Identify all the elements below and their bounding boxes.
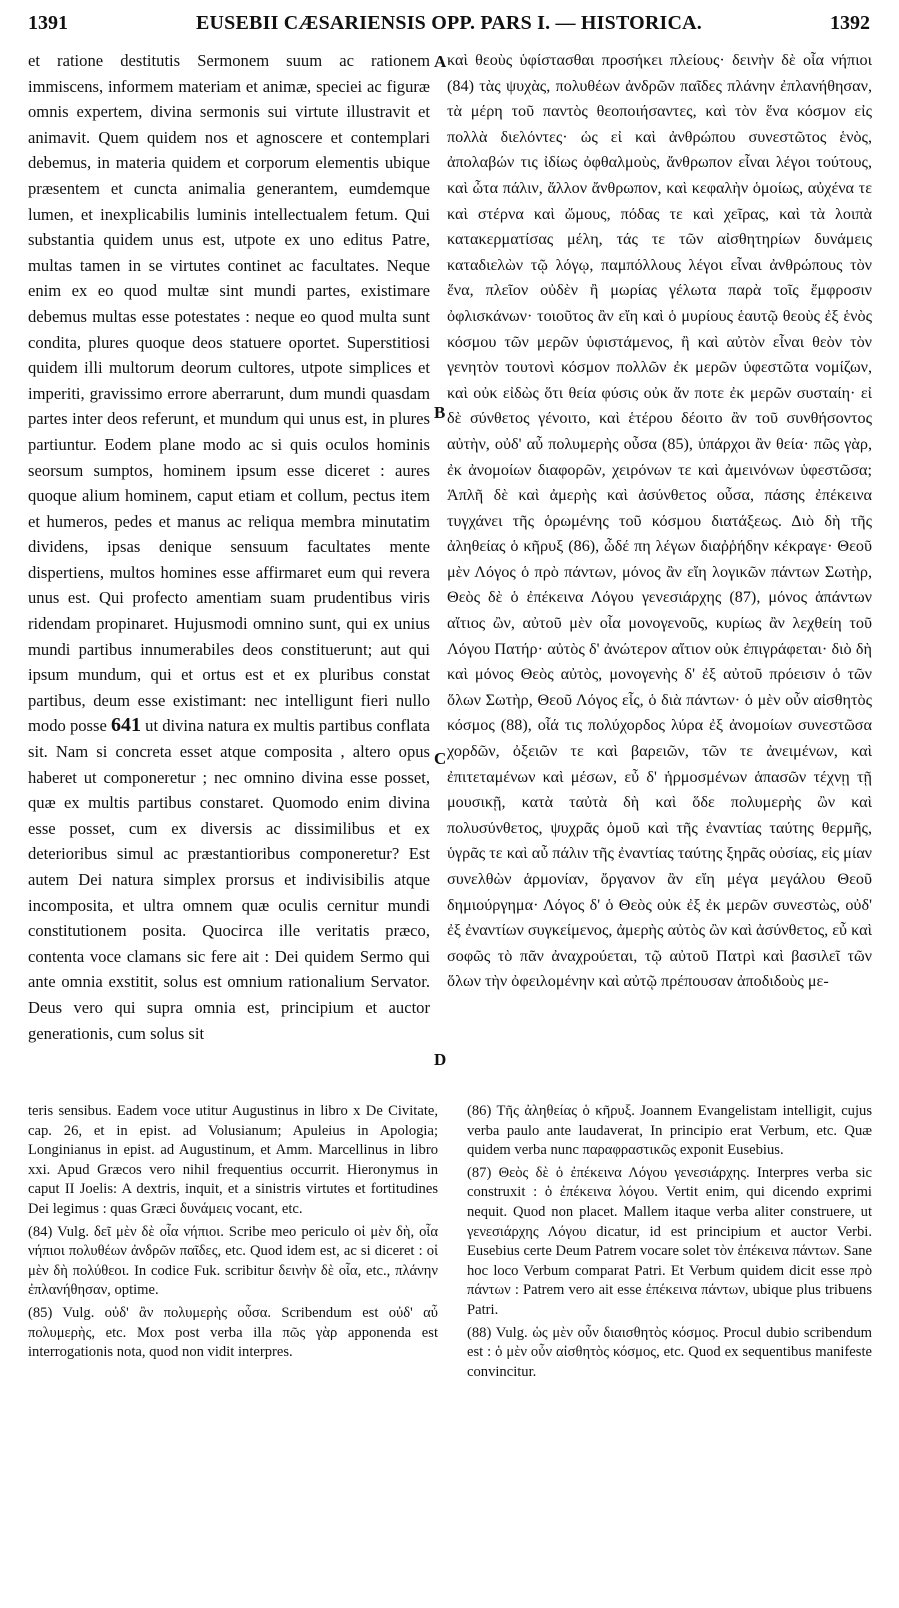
footnote: (87) Θεὸς δὲ ὁ ἐπέκεινα Λόγου γενεσιάρχης. Interpres verba sic construxit : ὁ ἐπέκεινα λόγου. Vertit enim, qui dicendo exprimi nequit. Quod non placet. Mallem itaque verba aliter construere, ut γενεσιάρχης Λόγου dicatur, id est principium et auctor Verbi. Eusebius certe Deum Patrem vocare solet τὸν ἐπέκεινα πάντων. Sane hoc loco Verbum comparat Patri. Et Verbum quidem dicit esse πρὸ πάντων : Patrem vero ait esse ἐπέκεινα πάντων, ubique plus tribuens Patri. (467, 1164, 872, 1318)
greek-column (447, 48, 872, 995)
footnote: (85) Vulg. οὐδ' ἂν πολυμερὴς οὖσα. Scribendum est οὐδ' αὖ πολυμερὴς, etc. Mox post verba illa πῶς γὰρ apponenda est interrogationis nota, quod non vidit interpres. (28, 1304, 438, 1361)
page-number-right: 1392 (830, 12, 870, 34)
footnote: (88) Vulg. ὡς μὲν οὖν διαισθητὸς κόσμος. Procul dubio scribendum est : ὁ μὲν οὖν αἰσθητὸς κόσμος, etc. Quod ex sequentibus manifeste convincitur. (467, 1324, 872, 1380)
footnote: (86) Τῆς ἀληθείας ὁ κῆρυξ. Joannem Evangelistam intelligit, cujus verba paulo ante laudaverat, In principio erat Verbum, etc. Quæ quidem verba nunc παραφραστικῶς exponit Eusebius. (467, 1103, 872, 1159)
section-marker-a: A (434, 52, 447, 71)
footnote: (84) Vulg. δεῖ μὲν δὲ οἷα νήπιοι. Scribe meo periculo οἱ μὲν δὴ, οἷα νήπιοι πολυθέων ἀνδρῶν παῖδες, etc. Quod idem est, ac si diceret : οἱ μὲν δὴ πολύθεοι. In codice Fuk. scribitur δεινὴν δὲ οἷα, etc., πλάνην ἐπλανήθησαν, optime. (28, 1223, 438, 1299)
margin-column-number: 641 (110, 714, 141, 737)
latin-text-part-1: et ratione destitutis Sermonem suum ac rationem immiscens, informem materiam et animæ, speciei ac figuræ omnis expertem, divina sermonis sui virtute illustravit et animavit. Quem quidem nos et agnoscere et contemplari debemus, in materia quidem et corporum elementis ubique præsentem et cuncta animalia generantem, eumdemque lumen, et inexplicabilis luminis intellectualem fetum. Qui substantia quidem unus est, utpote ex uno editus Patre, multas tamen in se virtutes continet ac facultates. Neque enim ex eo quod multæ sint mundi partes, existimare debemus multas esse potestates : neque eo quod multa sunt condita, plures quoque deos statuere oportet. Superstitiosi quidem illi multorum deorum cultores, utpote simplices et imperiti, gravissimo errore aberrarunt, dum mundi quasdam partes inter deos referunt, et mundum qui unus est, in plures partiuntur. Eodem plane modo ac si quis oculos hominis seorsum sumptos, hominem ipsum esse diceret : aures quoque alium hominem, caput etiam et collum, pectus item et humeros, pedes et manus ac reliqua membra minutatim dividens, ipsas denique sensuum facultates mente dispertiens, multos homines esse affirmaret eum qui revera unus est. Qui profecto amentiam suam prudentibus viris ridendam propinaret. Hujusmodi omnino sunt, qui ex unius mundi partibus innumerabiles deos constituerunt; aut qui ipsum mundum, qui et ortus est et ex pluribus constat partibus, deum esse existimant: nec intelligunt fieri nullo modo posse (28, 51, 430, 736)
footnote: teris sensibus. Eadem voce utitur Augustinus in libro x De Civitate, cap. 26, et in epist. ad Volusianum; Apuleius in Apologia; Longinianus in epist. ad Augustinum, et Amm. Marcellinus in libro xxi. Apud Græcos vero nihil frequentius occurrit. Hieronymus in caput II Joelis: A dextris, inquit, et a sinistris virtutes et fortitudines Dei legimus : quas Græci δυνάμεις vocant, etc. (28, 1103, 438, 1217)
latin-column (28, 48, 430, 1046)
section-marker-d: D (434, 1050, 447, 1069)
latin-text (28, 48, 430, 1046)
section-marker-b: B (434, 403, 446, 422)
running-title: EUSEBII CÆSARIENSIS OPP. PARS I. — HISTORICA. (196, 12, 702, 34)
footnotes-right (467, 1102, 872, 1385)
page-header (28, 6, 870, 38)
greek-text: καὶ θεοὺς ὑφίστασθαι προσήκει πλείους· δεινὴν δὲ οἷα νήπιοι (84) τὰς ψυχὰς, πολυθέων ἀνδρῶν παῖδες πλάνην ἐπλανήθησαν, τὰ μέρη τοῦ παντὸς θεοποιήσαντες, καὶ τὸν ἕνα κόσμον εἰς πολλὰ διελόντες· ὡς εἰ καὶ ἀνθρώπου συνεστῶτος ἑνὸς, ἀπολαβών τις ἰδίως ὀφθαλμοὺς, ἄνθρωπον εἶναι λέγοι τούτους, καὶ ὦτα πάλιν, ἄλλον ἄνθρωπον, καὶ κεφαλὴν ὁμοίως, αὐχένα τε καὶ στέρνα καὶ ὤμους, πόδας τε καὶ χεῖρας, καὶ τὰ λοιπὰ κατακερματίσας μέλη, τάς τε τῶν αἰσθητηρίων δυνάμεις καταδιελὼν τῷ λόγῳ, παμπόλλους λέγοι εἶναι ἀνθρώπους τὸν ἕνα, πλεῖον οὐδὲν ἢ μωρίας γέλωτα παρὰ τοῖς ἔμφροσιν ὀφλισκάνων· τοιοῦτος ἂν εἴη καὶ ὁ μυρίους ἑαυτῷ θεοὺς ἐξ ἑνὸς κόσμου τῶν μερῶν ὑφιστάμενος, ἢ καὶ αὐτὸν εἶναι θεὸν τὸν γενητὸν τουτονὶ κόσμον πολλῶν ἐκ μερῶν ὑφεστῶτα νομίζων, καὶ οὐκ εἰδὼς ὅτι θεία φύσις οὐκ ἄν ποτε ἐκ μερῶν συσταίη· εἰ δὲ σύνθετος γένοιτο, καὶ ἑτέρου δέοιτο ἂν τοῦ συνθήσοντος αὐτὴν, οὐδ' αὖ πολυμερὴς οὖσα (85), ὑπάρχοι ἂν θεία· πῶς γὰρ, ἐκ ἀνομοίων διαφορῶν, χειρόνων τε καὶ ἀμεινόνων ὑφεστῶσα; Ἁπλῆ δὲ καὶ ἀμερὴς καὶ ἀσύνθετος οὖσα, πάσης ἐπέκεινα τυγχάνει τῆς ὁρωμένης τοῦ κόσμου διατάξεως. Διὸ δὴ τῆς ἀληθείας ὁ κῆρυξ (86), ὧδέ πη λέγων διαῤῥήδην κέκραγε· Θεοῦ μὲν Λόγος ὁ πρὸ πάντων, μόνος ἂν εἴη λογικῶν πάντων Σωτὴρ, Θεὸς δὲ ὁ ἐπέκεινα Λόγου γενεσιάρχης (87), μόνος ἁπάντων αἴτιος ὢν, αὐτοῦ μὲν οἷα μονογενοῦς, κυρίως ἂν λεχθείη τοῦ Λόγου Πατήρ· αὐτὸς δ' ἀνώτερον αἴτιον οὐκ ἐπιγράφεται· διὸ δὴ καὶ μόνος Θεὸς αὐτὸς, μονογενὴς δ' ἐξ αὐτοῦ πρόεισιν ὁ τῶν ὅλων Σωτὴρ, Θεοῦ Λόγος εἷς, ὁ διὰ πάντων· ὁ μὲν οὖν αἰσθητὸς κόσμος (88), οἷά τις πολύχορδος λύρα ἐξ ἀνομοίων συνεστῶσα χορδῶν, ὀξειῶν τε καὶ βαρειῶν, τῶν τε ἀνειμένων, καὶ ἐπιτεταμένων καὶ μέσων, εὖ δ' ἡρμοσμένων ἁπασῶν τέχνῃ τῇ μουσικῇ, κατὰ ταὐτὰ δὴ καὶ ὅδε πολυμερὴς ὢν καὶ πολυσύνθετος, ψυχρᾶς ὁμοῦ καὶ τῆς ἐναντίας ταύτης θερμῆς, ὑγρᾶς τε καὶ αὖ πάλιν τῆς ἐναντίας ταύτης ξηρᾶς οὐσίας, εἰς μίαν συνελθὼν ἁρμονίαν, ὄργανον ἂν εἴη μέγα μεγάλου Θεοῦ δημιούργημα· Λόγος δ' ὁ Θεὸς οὐκ ἐξ ἐκ μερῶν συνεστὼς, οὐδ' ἐξ ἐναντίων συγκείμενος, ἀμερὴς αὐτὸς ὢν καὶ ἀσύνθετος, εὖ καὶ σοφῶς τὸ πᾶν ἀναχρούεται, τῷ αὐτοῦ Πατρὶ καὶ βασιλεῖ τῶν ὅλων τὴν ὀφειλομένην καὶ αὐτῷ πρέπουσαν ἀποδιδοὺς με- (447, 51, 872, 991)
section-marker-c: C (434, 749, 447, 768)
latin-text-part-2: ut divina natura ex multis partibus conflata sit. Nam si concreta esset atque composita , altero opus haberet ut componeretur ; nec omnino divina esse posset, quæ ex multis partibus constaret. Quomodo enim divina esse posset, cum ex diversis ac dissimilibus et ex deterioribus simul ac præstantioribus componeretur? Est autem Dei natura simplex prorsus et indivisibilis atque incomposita, et ultra omnem quæ oculis cernitur mundi constitutionem posita. Quocirca ille veritatis præco, contenta voce clamans sic fere ait : Dei quidem Sermo qui ante omnia exstitit, solus est omnium rationalium Servator. Deus vero qui supra omnia est, principium et auctor generationis, cum solus sit (28, 716, 430, 1043)
footnotes-left (28, 1102, 438, 1366)
page-number-left: 1391 (28, 12, 68, 34)
